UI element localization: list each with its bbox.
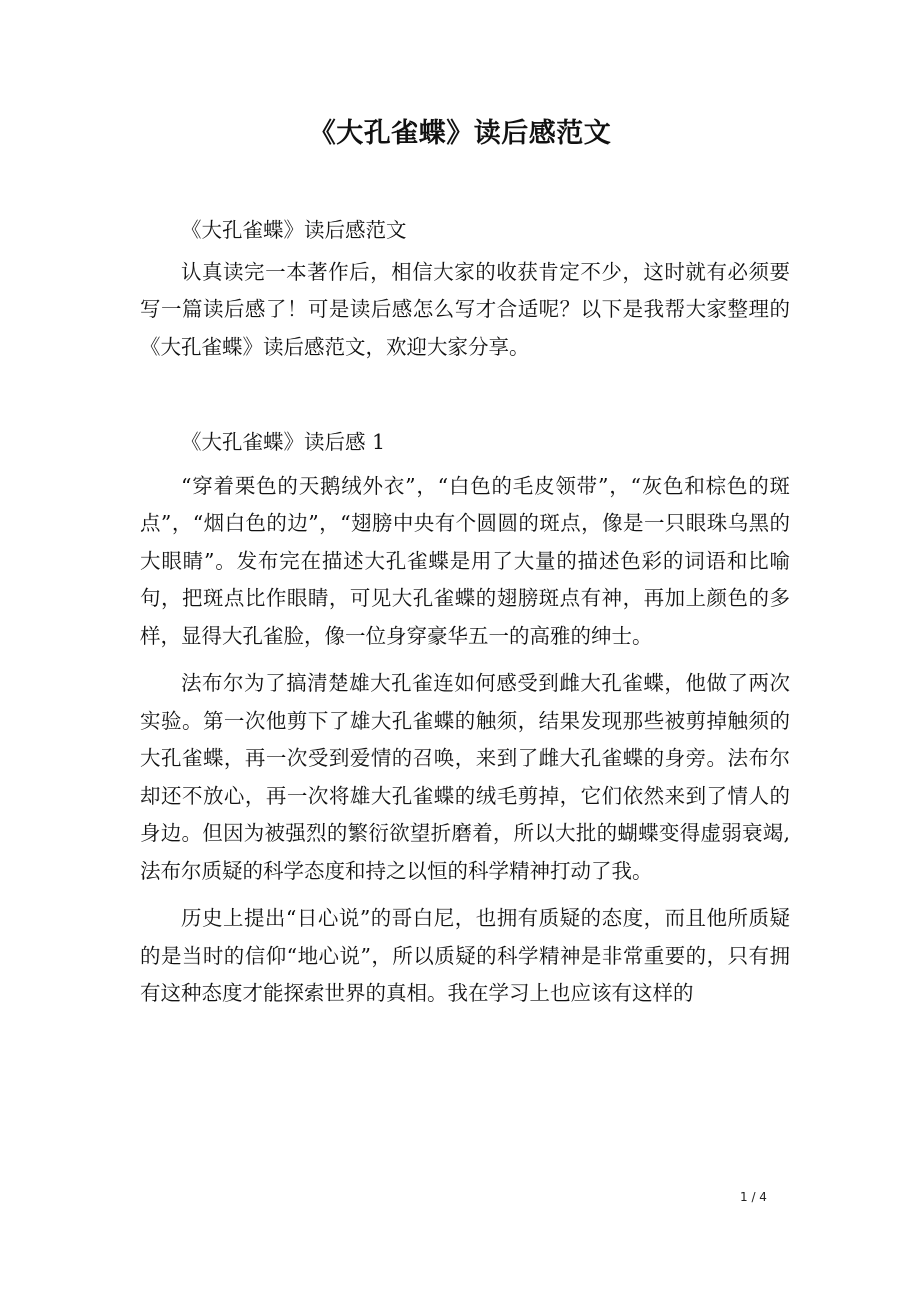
intro-paragraph: 认真读完一本著作后，相信大家的收获肯定不少，这时就有必须要写一篇读后感了！可是读后感怎么写才合适呢？以下是我帮大家整理的《大孔雀蝶》读后感范文，欢迎大家分享。 [140,259,790,359]
section-heading: 《大孔雀蝶》读后感 1 [181,430,386,454]
document-body [140,212,790,1023]
page-number: 1 / 4 [740,1190,767,1204]
subtitle-paragraph: 《大孔雀蝶》读后感范文 [181,218,407,242]
document-title: 《大孔雀蝶》读后感范文 [308,118,612,149]
body-paragraph: 法布尔为了搞清楚雄大孔雀连如何感受到雌大孔雀蝶，他做了两次实验。第一次他剪下了雄大孔雀蝶的触须，结果发现那些被剪掉触须的大孔雀蝶，再一次受到爱情的召唤，来到了雌大孔雀蝶的身旁。法布尔却还不放心，再一次将雄大孔雀蝶的绒毛剪掉，它们依然来到了情人的身边。但因为被强烈的繁衍欲望折磨着，所以大批的蝴蝶变得虚弱衰竭,法布尔质疑的科学态度和持之以恒的科学精神打动了我。 [140,671,790,883]
body-paragraph: “穿着栗色的天鹅绒外衣”，“白色的毛皮领带”，“灰色和棕色的斑点”，“烟白色的边”，“翅膀中央有个圆圆的斑点，像是一只眼珠乌黑的大眼睛”。发布完在描述大孔雀蝶是用了大量的描述色彩的词语和比喻句，把斑点比作眼睛，可见大孔雀蝶的翅膀斑点有神，再加上颜色的多样，显得大孔雀脸，像一位身穿豪华五一的高雅的绅士。 [140,473,790,648]
body-paragraph: 历史上提出“日心说”的哥白尼，也拥有质疑的态度，而且他所质疑的是当时的信仰“地心说”，所以质疑的科学精神是非常重要的，只有拥有这种态度才能探索世界的真相。我在学习上也应该有这样的 [140,906,790,1005]
